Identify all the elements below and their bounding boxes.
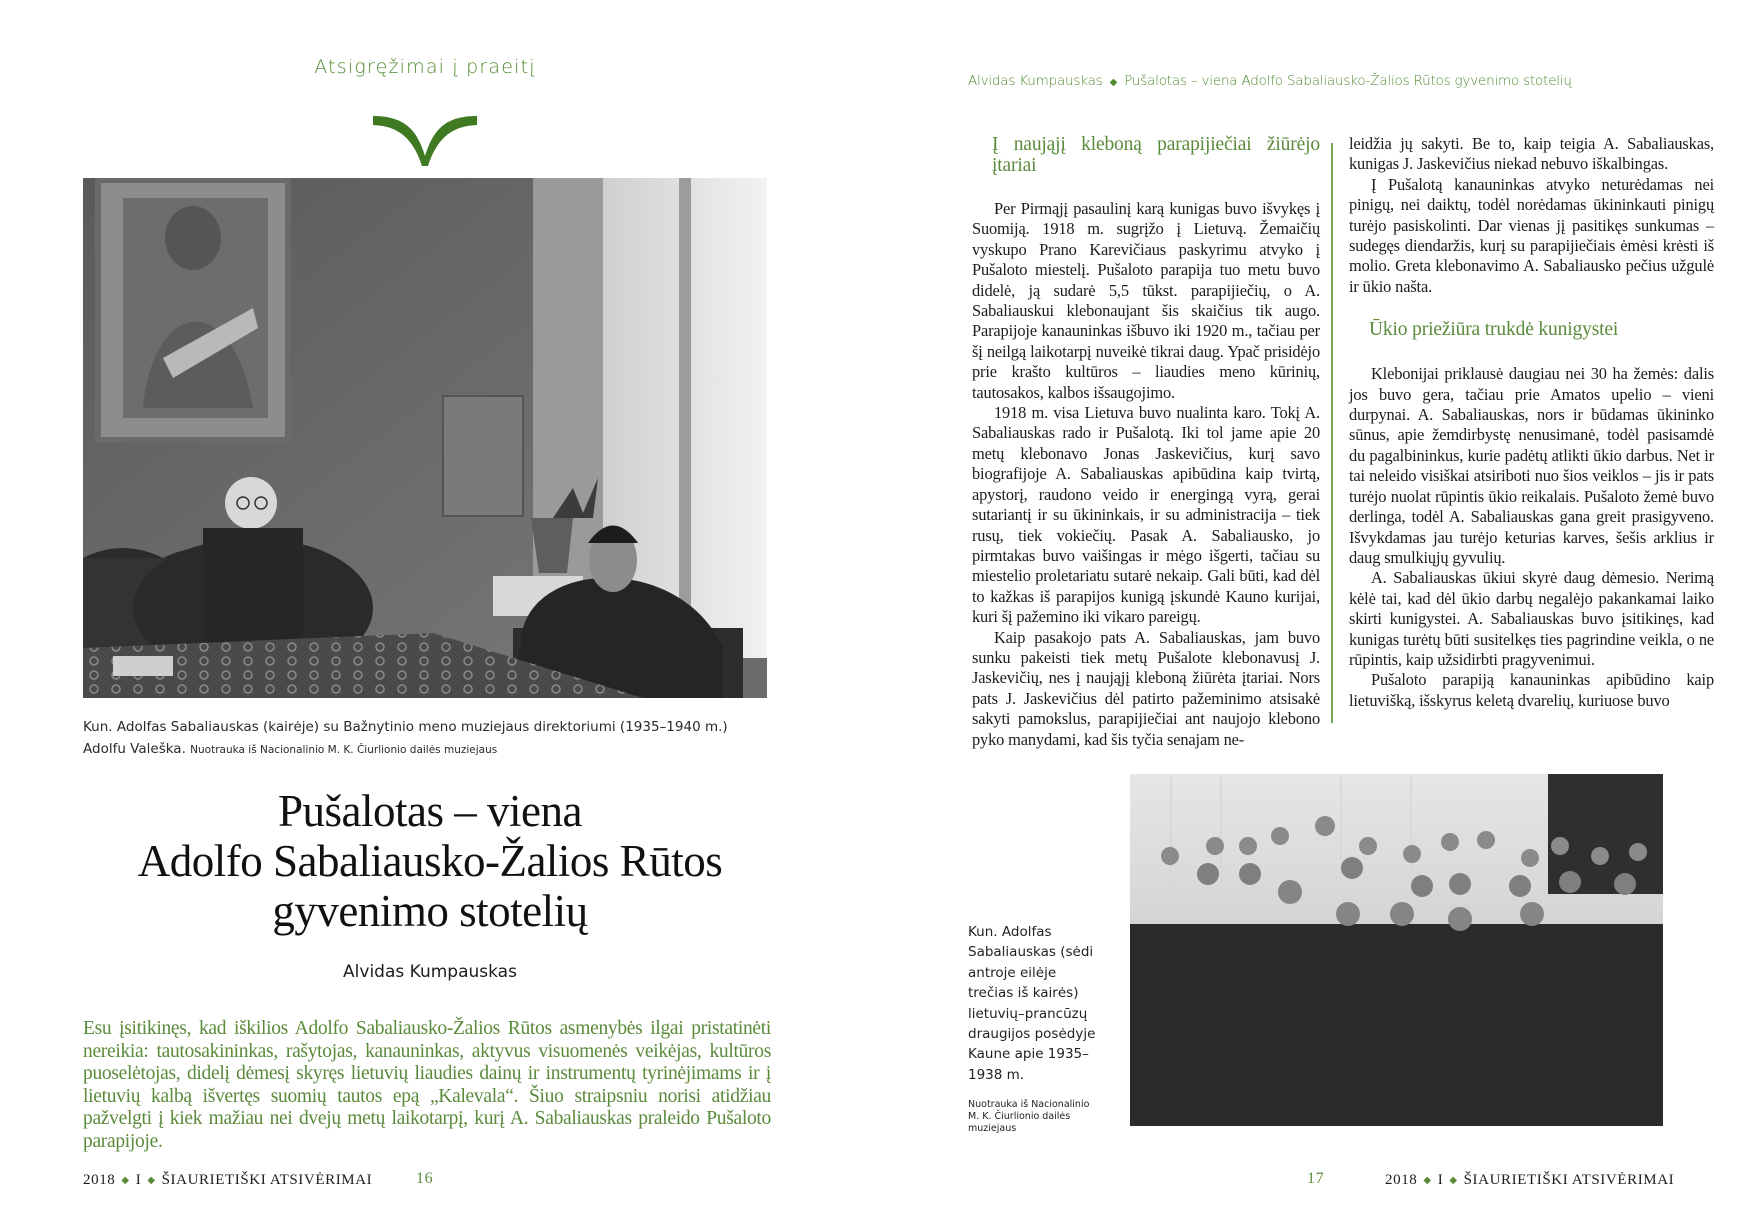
- v-leaf-logo-icon: [373, 112, 477, 166]
- paragraph: Kaip pasakojo pats A. Sabaliauskas, jam buvo sunku pakeisti tiek metų Pušalote klebonavusį J. Jaskevičių, nes į naująjį kleboną žiūrėta įtariai. Nors pats J. Jaskevičius dėl patirto pažeminimo atsisakė sakyti pamokslus, parapijiečiai ant naujojo klebono pyko manydami, kad šis tyčia senajam ne-: [972, 627, 1320, 749]
- paragraph: A. Sabaliauskas ūkiui skyrė daug dėmesio. Nerimą kėlė tai, kad dėl ūkio darbų negalėjo pakankamai laiko skirti kunigystei. A. Sabaliauskas buvo įsitikinęs, kad kunigas turėtų būti susitelkęs ties pagrindine veikla, o ne rūpintis, kaip užsidirbti pragyvenimui.: [1349, 568, 1714, 669]
- diamond-icon: ◆: [1109, 77, 1118, 88]
- page-number: 16: [416, 1170, 434, 1187]
- column-divider: [1331, 143, 1333, 723]
- paragraph: Per Pirmąjį pasaulinį karą kunigas buvo išvykęs į Suomiją. 1918 m. sugrįžo į Lietuvą. Žemaičių vyskupo Prano Karevičiaus paskyrimu atvyko į Pušaloto miestelį. Pušaloto parapija tuo metu buvo didelė, ją sudarė 5,5 tūkst. parapijiečių, o A. Sabaliauskui klebonaujant šis skaičius tik augo. Parapijoje kanauninkas išbuvo iki 1920 m., tačiau per šį neilgą laikotarpį nuveikė tikrai daug. Ypač prisidėjo prie krašto kultūros – liaudies meno kūrinių, tautosakos, kalbos išsaugojimo.: [972, 199, 1320, 402]
- page-number: 17: [1307, 1170, 1325, 1187]
- paragraph: Į Pušalotą kanauninkas atvyko neturėdamas nei pinigų, nei daiktų, todėl norėdamas ūkininkauti pinigų turėjo pasiskolinti. Dar vienas jį pasitikęs sunkumas – sudegęs diendaržis, kurį su parapijiečiais ėmėsi krėsti iš molio. Greta klebonavimo A. Sabaliausko pečius užgulė ir ūkio našta.: [1349, 174, 1714, 296]
- subheading-new-priest: Į naująjį kleboną parapijiečiai žiūrėjo įtariai: [992, 134, 1320, 176]
- text-column-2: [1349, 134, 1714, 711]
- diamond-icon: ◆: [1449, 1175, 1458, 1186]
- paragraph: Pušaloto parapiją kanauninkas apibūdino kaip lietuvišką, išskyrus keletą dvarelių, kuriuose buvo: [1349, 670, 1714, 710]
- subheading-farm: Ūkio priežiūra trukdė kunigystei: [1369, 319, 1619, 341]
- paragraph: Klebonijai priklausė daugiau nei 30 ha žemės: dalis jos buvo gera, tačiau prie Amatos upelio – vieni durpynai. A. Sabaliauskas, nors ir būdamas ūkininko sūnus, apie žemdirbystę nenusimanė, todėl pasisamdė du pagalbininkus, kurie padėtų atlikti ūkio darbus. Net ir tai neleido visiškai atsiriboti nuo šios veiklos – jis ir pats turėjo nuolat rūpintis ūkio reikalais. Pušaloto žemė buvo derlinga, todėl A. Sabaliauskas gana greit prasigyveno. Išvykdamas jau turėjo keturias karves, šešis arklius ir daug smulkiųjų gyvulių.: [1349, 364, 1714, 567]
- footer-magazine: ŠIAURIETIŠKI ATSIVĖRIMAI: [161, 1172, 373, 1188]
- article-lead: Esu įsitikinęs, kad iškilios Adolfo Sabaliausko-Žalios Rūtos asmenybės ilgai pristatinėti nereikia: tautosakininkas, rašytojas, kanauninkas, aktyvus visuomenės veikėjas, kultūros puoselėtojas, didelį dėmesį skyręs lietuvių liaudies dainų ir instrumentų tyrinėjimams ir į lietuvių kalbą išvertęs suomių tautos epą „Kalevala“. Šiuo straipsniu norisi atidžiau pažvelgti į kiek mažiau nei dvejų metų laikotarpį, kurį A. Sabaliauskas praleido Pušaloto parapijoje.: [83, 1018, 771, 1152]
- diamond-icon: ◆: [1423, 1175, 1432, 1186]
- photo-2-caption-text: Kun. Adolfas Sabaliauskas (sėdi antroje eilėje trečias iš kairės) lietuvių–prancūzų draugijos posėdyje Kaune apie 1935–1938 m.: [968, 924, 1096, 1083]
- article-author: Alvidas Kumpauskas: [343, 962, 517, 982]
- footer-right: [1385, 1172, 1674, 1189]
- article-title-line: gyvenimo stotelių: [272, 886, 588, 936]
- section-label: Atsigręžimai į praeitį: [314, 56, 536, 78]
- page-number-left: [416, 1170, 433, 1188]
- photo-2-caption: [968, 922, 1103, 1135]
- footer-year: 2018: [1385, 1172, 1418, 1188]
- photo-society-meeting: [1130, 774, 1663, 1126]
- footer-year: 2018: [83, 1172, 116, 1188]
- photo-1-image: [83, 178, 767, 698]
- photo-2-image: [1130, 774, 1663, 1126]
- footer-issue: I: [135, 1172, 142, 1188]
- paragraph: leidžia jų sakyti. Be to, kaip teigia A. Sabaliauskas, kunigas J. Jaskevičius niekad nebuvo iškalbingas.: [1349, 134, 1714, 174]
- running-header-author: Alvidas Kumpauskas: [968, 73, 1103, 89]
- photo-1-caption-line2: [83, 738, 783, 761]
- article-title-line: Adolfo Sabaliausko-Žalios Rūtos: [137, 836, 723, 886]
- text-column-1: [972, 134, 1320, 750]
- running-header: [968, 73, 1572, 89]
- footer-issue: I: [1437, 1172, 1444, 1188]
- photo-priest-and-director: [83, 178, 767, 698]
- footer-left: [83, 1172, 372, 1189]
- running-header-title: Pušalotas – viena Adolfo Sabaliausko-Žalios Rūtos gyvenimo stotelių: [1124, 73, 1572, 89]
- photo-1-caption-name: Adolfu Valeška.: [83, 741, 186, 757]
- photo-1-caption: [83, 716, 783, 761]
- paragraph: 1918 m. visa Lietuva buvo nualinta karo. Tokį A. Sabaliauskas rado ir Pušalotą. Iki tol jame apie 20 metų klebonavo Jonas Jaskevičius, kurį savo biografijoje A. Sabaliauskas apibūdina kaip tvirtą, apystorį, raudono veido ir energingą vyrą, gerai sutariantį ir su ūkininkais, ir su administracija – tiek rusų, tiek vokiečių. Pasak A. Sabaliausko, jo pirmtakas buvo vaišingas ir mėgo išgerti, tačiau su miestelio proletariatu sutarė nekaip. Gali būti, kad dėl to kažkas iš parapijos kunigą įskundė Kauno kurijai, kuri šį pažemino iki vikaro pareigų.: [972, 403, 1320, 627]
- diamond-icon: ◆: [121, 1175, 130, 1186]
- article-title-line: Pušalotas – viena: [278, 786, 582, 836]
- photo-1-credit: Nuotrauka iš Nacionalinio M. K. Čiurlionio dailės muziejaus: [190, 744, 498, 756]
- page-number-right: [1307, 1170, 1324, 1188]
- photo-2-credit: Nuotrauka iš Nacionalinio M. K. Čiurlionio dailės muziejaus: [968, 1099, 1090, 1135]
- footer-magazine: ŠIAURIETIŠKI ATSIVĖRIMAI: [1463, 1172, 1675, 1188]
- article-title: [80, 786, 780, 936]
- photo-1-caption-line1: Kun. Adolfas Sabaliauskas (kairėje) su Bažnytinio meno muziejaus direktoriumi (1935–1940 m.): [83, 719, 728, 735]
- diamond-icon: ◆: [147, 1175, 156, 1186]
